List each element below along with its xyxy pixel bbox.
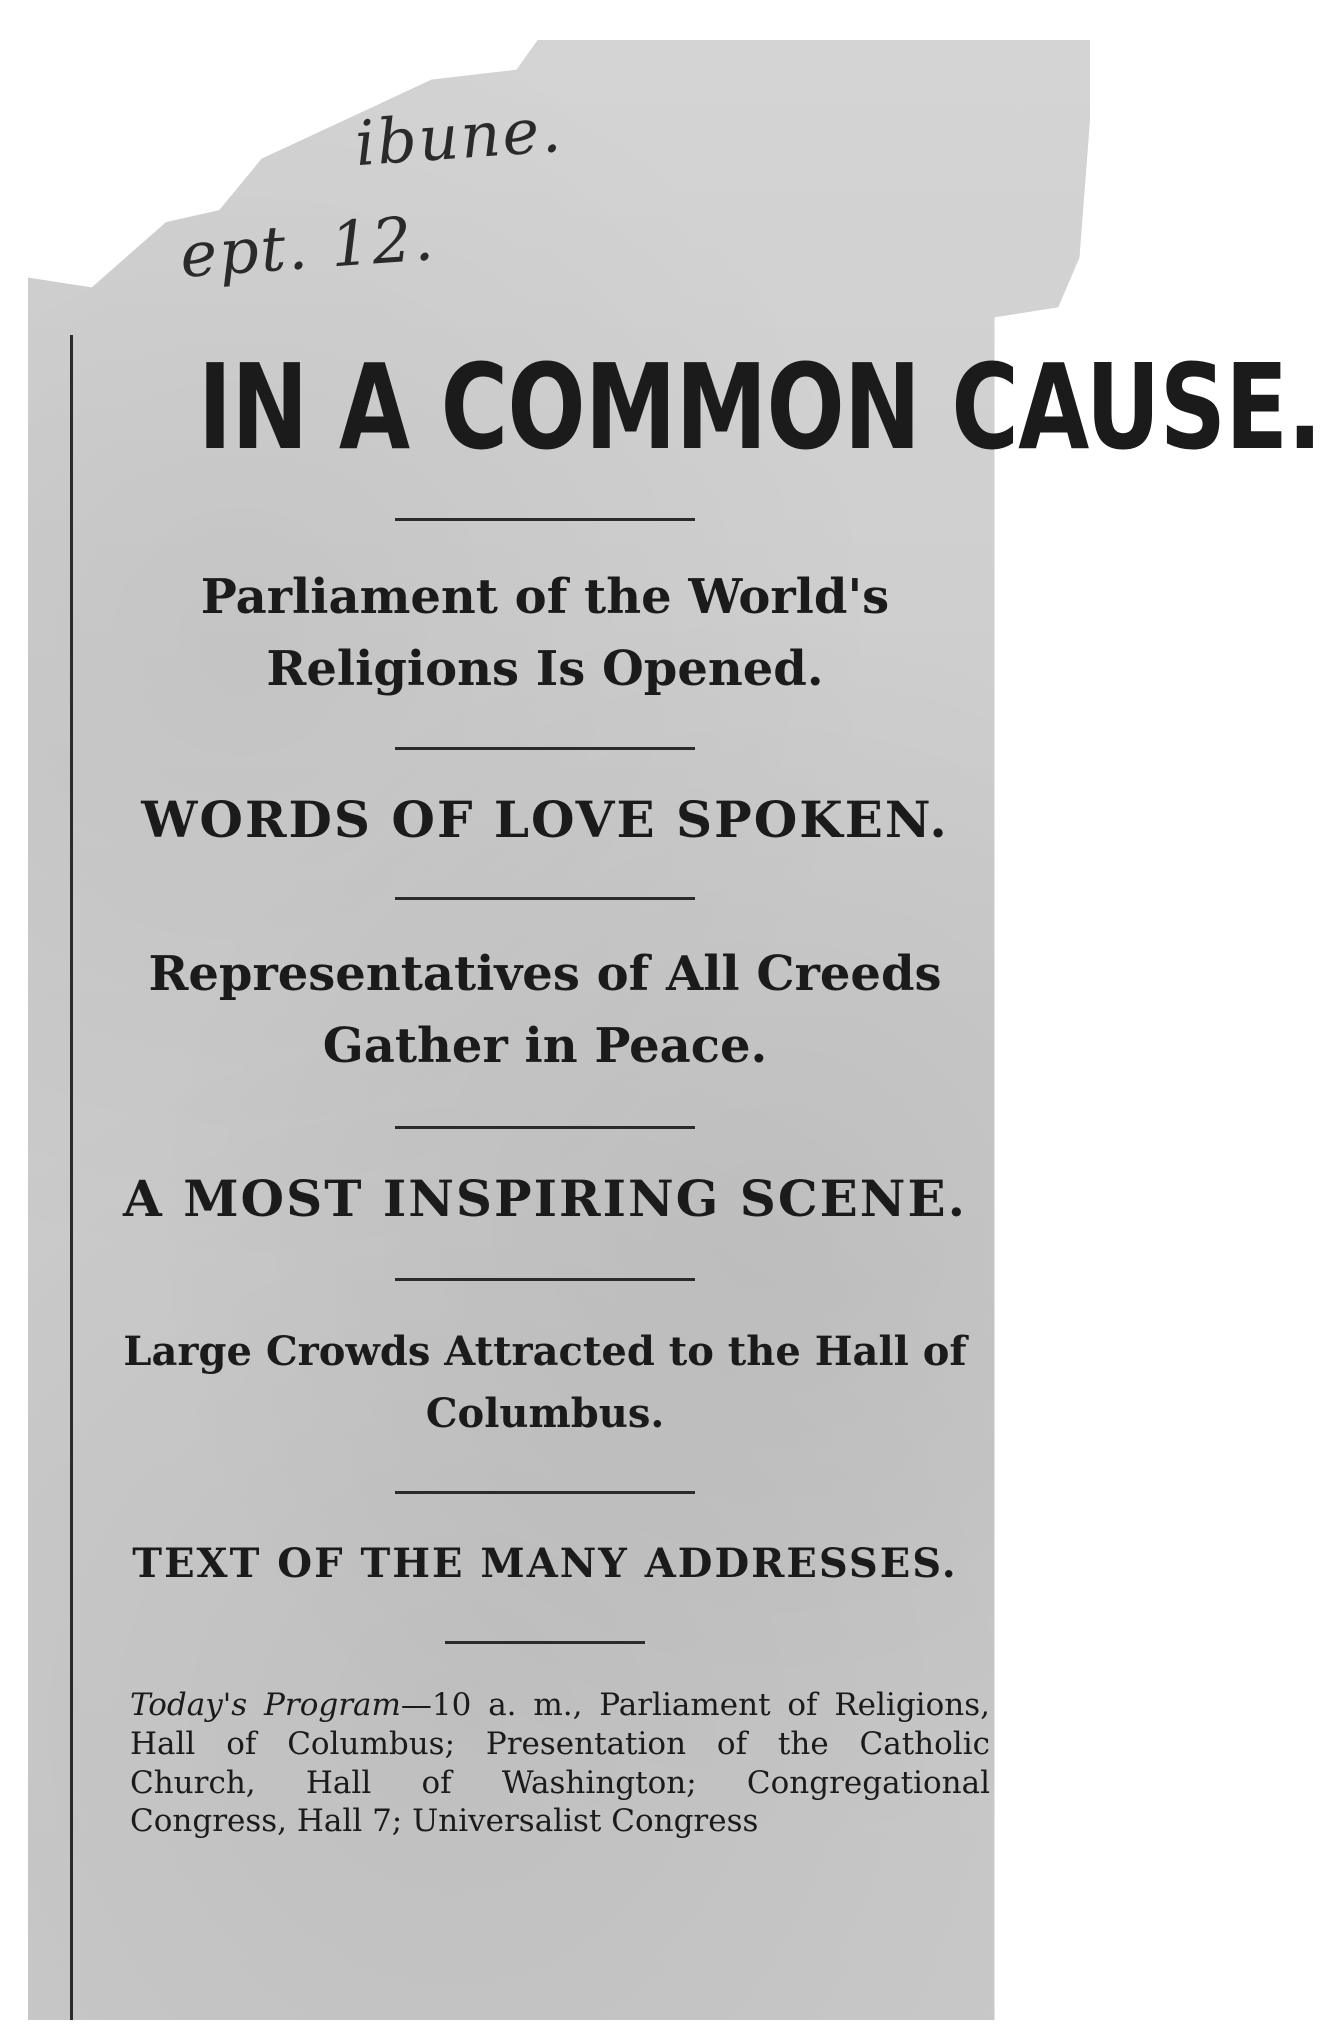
handwritten-note-line-1: ibune. [352,92,566,181]
divider [395,747,695,750]
divider [395,1126,695,1129]
program-paragraph [100,1686,990,1840]
program-text: —10 a. m., Parliament of Religions, Hall of Columbus; Presentation of the Catholic Church, Hall of Washington; Congregational Congress, Hall 7; Universalist Congress [130,1687,990,1840]
handwritten-note-line-2: ept. 12. [177,201,438,292]
subheadline-inspiring-scene: A MOST INSPIRING SCENE. [123,1169,967,1228]
article [100,338,1322,1840]
subheadline-representatives: Representatives of All Creeds Gather in Peace. [148,946,942,1074]
subheadline-addresses: TEXT OF THE MANY ADDRESSES. [132,1540,958,1587]
divider [395,897,695,900]
subheadline-parliament: Parliament of the World's Religions Is Opened. [200,569,890,697]
headline: IN A COMMON CAUSE. [197,338,1322,476]
divider [395,1278,695,1281]
divider [395,518,695,521]
subheadline-large-crowds: Large Crowds Attracted to the Hall of Columbus. [123,1328,967,1437]
subheadline-words-of-love: WORDS OF LOVE SPOKEN. [141,790,949,849]
divider [395,1491,695,1494]
program-label: Today's Program [130,1687,401,1723]
divider [445,1641,645,1644]
column-rule [70,335,73,2020]
